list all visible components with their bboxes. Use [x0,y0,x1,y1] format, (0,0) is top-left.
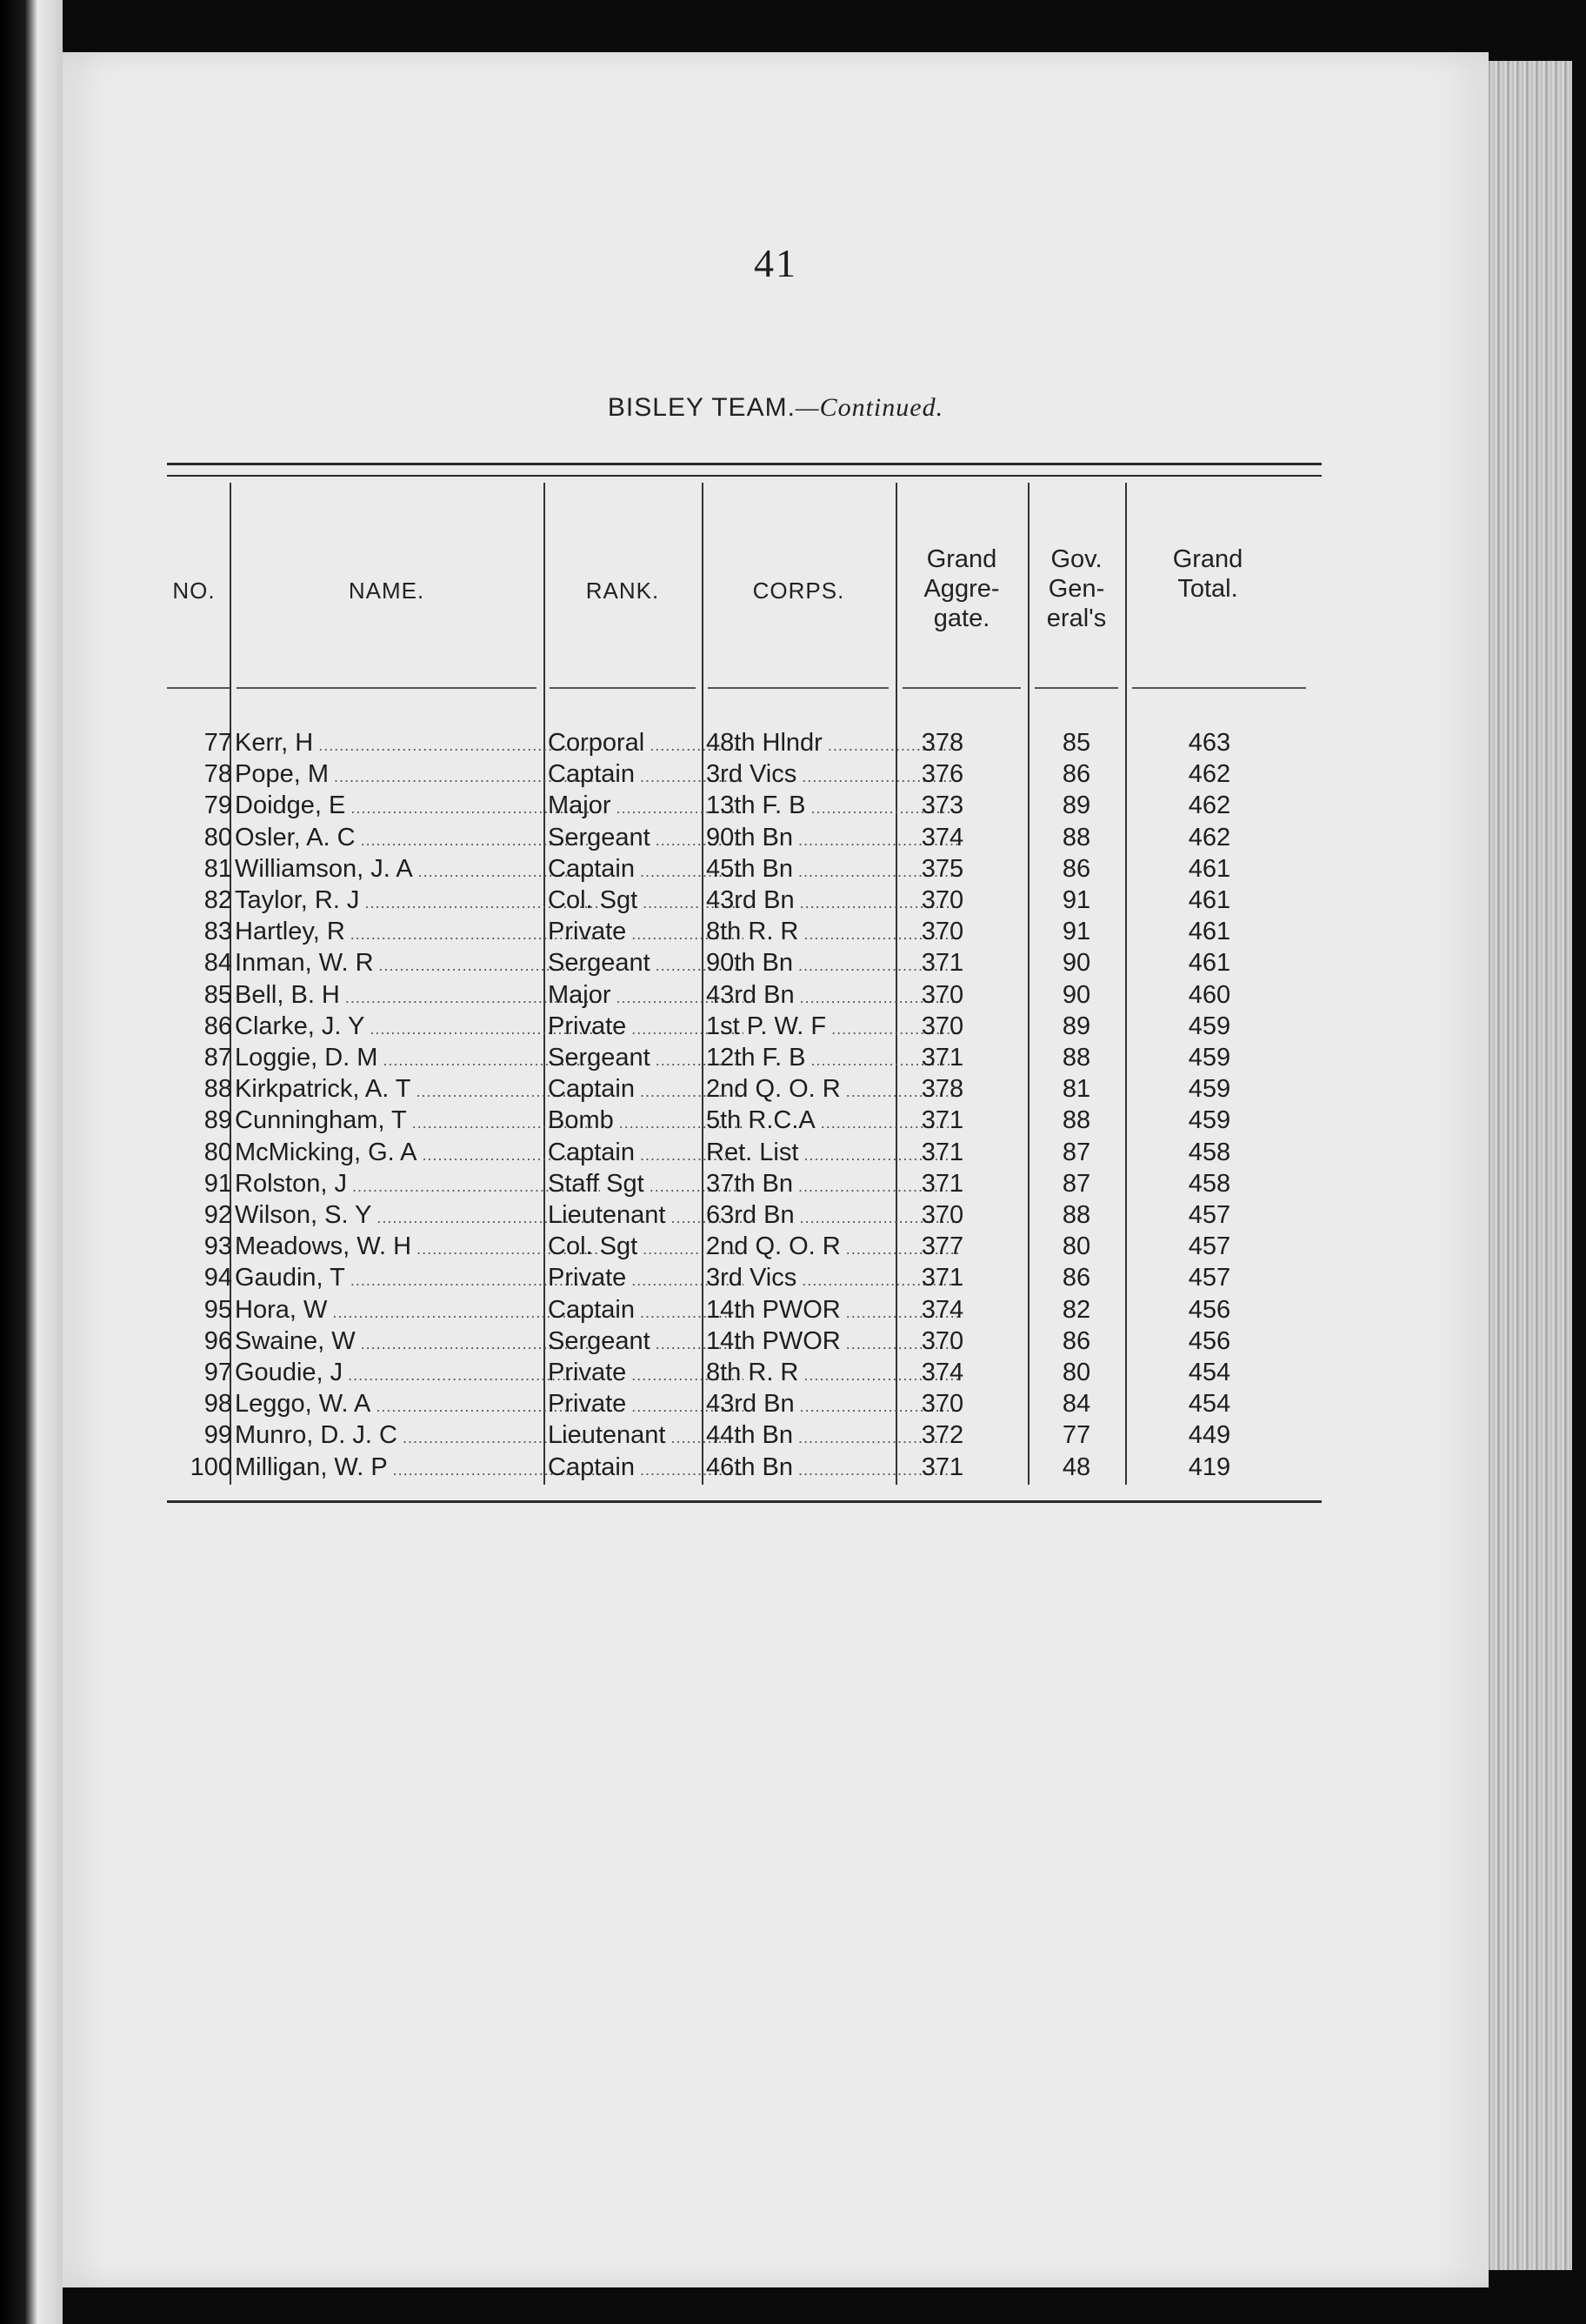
row-grand-total: 459 [1188,1106,1231,1135]
row-gov-generals: 90 [1062,949,1091,978]
row-number: 83 [203,918,232,946]
row-rank: Sergeant ..... [548,1042,743,1076]
header-underline [1035,687,1118,689]
row-gov-generals: 87 [1062,1138,1091,1166]
row-number: 80 [203,1138,232,1166]
table-row [63,790,1489,821]
row-grand-total: 460 [1188,980,1231,1009]
row-corps: 48th Hlndr ..... [706,727,958,761]
row-gov-generals: 86 [1062,760,1091,789]
row-gov-generals: 91 [1062,918,1091,946]
row-name: Cunningham, T ..... [235,1105,600,1139]
row-gov-generals: 89 [1062,791,1091,820]
header-underline [903,687,1021,689]
row-grand-aggregate: 371 [921,1264,964,1292]
row-corps: Ret. List ..... [706,1137,958,1171]
row-corps: 2nd Q. O. R ..... [706,1073,958,1107]
row-grand-total: 461 [1188,886,1231,914]
table-row [63,1168,1489,1199]
row-corps: 43rd Bn ..... [706,979,958,1013]
table-row [63,1137,1489,1168]
row-corps: 3rd Vics ..... [706,758,958,792]
row-number: 100 [190,1452,232,1481]
row-grand-aggregate: 370 [921,980,964,1009]
row-grand-total: 458 [1188,1138,1231,1166]
row-name: Hartley, R ..... [235,916,600,950]
row-grand-aggregate: 377 [921,1232,964,1261]
row-rank: Lieutenant ..... [548,1199,743,1233]
row-gov-generals: 80 [1062,1232,1091,1261]
table-row [63,853,1489,885]
row-corps: 45th Bn ..... [706,853,958,887]
top-rule-thin [167,475,1322,477]
heading-continued: —Continued. [795,393,944,422]
row-rank: Sergeant ..... [548,947,743,981]
header-gov-generals [1028,544,1125,633]
row-grand-aggregate: 371 [921,1169,964,1198]
table-row [63,885,1489,916]
row-grand-aggregate: 372 [921,1421,964,1450]
row-rank: Major ..... [548,979,743,1013]
row-number: 86 [203,1012,232,1040]
row-grand-aggregate: 371 [921,1044,964,1072]
row-number: 93 [203,1232,232,1261]
header-name: NAME. [348,578,425,604]
row-grand-total: 459 [1188,1075,1231,1104]
row-rank: Corporal ..... [548,727,743,761]
row-corps: 90th Bn ..... [706,947,958,981]
row-corps: 90th Bn ..... [706,822,958,856]
row-grand-aggregate: 376 [921,760,964,789]
table-row [63,1452,1489,1483]
row-name: Rolston, J ..... [235,1168,600,1202]
row-gov-generals: 82 [1062,1295,1091,1324]
row-number: 88 [203,1075,232,1104]
row-grand-total: 454 [1188,1390,1231,1419]
header-grand-aggregate [896,544,1028,633]
row-grand-aggregate: 370 [921,918,964,946]
row-gov-generals: 88 [1062,1201,1091,1229]
row-number: 81 [203,854,232,883]
book-spine-left [0,0,63,2324]
row-gov-generals: 88 [1062,1044,1091,1072]
row-rank: Col. Sgt ..... [548,1231,743,1265]
top-rule [167,463,1322,465]
row-number: 84 [203,949,232,978]
row-rank: Lieutenant ..... [548,1419,743,1453]
row-rank: Sergeant ..... [548,1326,743,1359]
row-name: Meadows, W. H ..... [235,1231,600,1265]
row-grand-total: 462 [1188,791,1231,820]
row-number: 99 [203,1421,232,1450]
row-name: Kerr, H ..... [235,727,600,761]
table-row [63,1294,1489,1326]
row-name: Clarke, J. Y ..... [235,1011,600,1045]
row-number: 78 [203,760,232,789]
row-rank: Bomb ..... [548,1105,743,1139]
row-grand-total: 458 [1188,1169,1231,1198]
row-rank: Private ..... [548,1262,743,1296]
row-name: Taylor, R. J ..... [235,885,600,918]
header-underline [1132,687,1306,689]
row-grand-aggregate: 374 [921,1359,964,1386]
row-corps: 13th F. B ..... [706,790,958,824]
row-number: 89 [203,1106,232,1135]
header-line: Gen- [1048,575,1105,603]
table-row [63,1388,1489,1419]
table-row [63,1231,1489,1262]
header-line: Gov. [1050,545,1103,573]
row-corps: 44th Bn ..... [706,1419,958,1453]
row-corps: 8th R. R ..... [706,1357,958,1391]
header-corps: CORPS. [752,578,845,604]
row-rank: Major ..... [548,790,743,824]
table-row [63,916,1489,947]
row-corps: 63rd Bn ..... [706,1199,958,1233]
row-number: 95 [203,1295,232,1324]
row-rank: Captain ..... [548,853,743,887]
row-grand-total: 462 [1188,823,1231,851]
header-line: Aggre- [923,575,1000,603]
table-row [63,1199,1489,1231]
table-row [63,727,1489,758]
row-grand-total: 461 [1188,918,1231,946]
row-rank: Sergeant ..... [548,822,743,856]
row-grand-total: 456 [1188,1326,1231,1355]
bottom-rule [167,1500,1322,1503]
book-page [63,52,1489,2287]
row-grand-aggregate: 370 [921,1326,964,1355]
row-grand-total: 461 [1188,854,1231,883]
table-row [63,1105,1489,1136]
table-row [63,822,1489,853]
row-corps: 43rd Bn ..... [706,885,958,918]
row-gov-generals: 87 [1062,1169,1091,1198]
row-number: 77 [203,729,232,757]
header-line: gate. [933,604,990,632]
table-row [63,758,1489,790]
row-grand-total: 462 [1188,760,1231,789]
row-grand-total: 454 [1188,1359,1231,1386]
header-rank: RANK. [585,578,660,604]
row-grand-total: 457 [1188,1201,1231,1229]
row-grand-aggregate: 371 [921,949,964,978]
row-number: 98 [203,1390,232,1419]
header-grand-total [1125,544,1290,604]
row-rank: Private ..... [548,1357,743,1391]
header-line: eral's [1046,604,1107,632]
row-name: Wilson, S. Y ..... [235,1199,600,1233]
row-rank: Captain ..... [548,1452,743,1486]
row-corps: 37th Bn ..... [706,1168,958,1202]
row-name: Inman, W. R ..... [235,947,600,981]
row-grand-aggregate: 371 [921,1452,964,1481]
row-grand-total: 457 [1188,1232,1231,1261]
row-name: McMicking, G. A ..... [235,1137,600,1171]
row-name: Munro, D. J. C ..... [235,1419,600,1453]
row-grand-total: 456 [1188,1295,1231,1324]
header-line: Grand [1172,545,1243,573]
row-name: Gaudin, T ..... [235,1262,600,1296]
row-corps: 8th R. R ..... [706,916,958,950]
row-grand-aggregate: 371 [921,1106,964,1135]
row-corps: 5th R.C.A ..... [706,1105,958,1139]
table-row [63,1262,1489,1293]
row-gov-generals: 81 [1062,1075,1091,1104]
row-corps: 12th F. B ..... [706,1042,958,1076]
row-number: 96 [203,1326,232,1355]
row-corps: 3rd Vics ..... [706,1262,958,1296]
row-name: Loggie, D. M ..... [235,1042,600,1076]
row-rank: Private ..... [548,1011,743,1045]
row-gov-generals: 48 [1062,1452,1091,1481]
row-gov-generals: 88 [1062,1106,1091,1135]
row-grand-total: 459 [1188,1044,1231,1072]
header-underline [550,687,696,689]
row-corps: 1st P. W. F ..... [706,1011,958,1045]
header-no: NO. [172,578,216,604]
row-rank: Private ..... [548,1388,743,1422]
header-line: Grand [926,545,997,573]
row-grand-aggregate: 371 [921,1138,964,1166]
table-row [63,1357,1489,1388]
table-row [63,947,1489,978]
row-grand-aggregate: 370 [921,1201,964,1229]
row-grand-aggregate: 370 [921,1012,964,1040]
row-name: Swaine, W ..... [235,1326,600,1359]
row-name: Pope, M ..... [235,758,600,792]
header-underline [237,687,536,689]
row-rank: Captain ..... [548,1294,743,1328]
row-name: Doidge, E ..... [235,790,600,824]
row-number: 79 [203,791,232,820]
row-rank: Col. Sgt ..... [548,885,743,918]
row-corps: 2nd Q. O. R ..... [706,1231,958,1265]
table-row [63,1419,1489,1451]
row-grand-aggregate: 374 [921,823,964,851]
row-corps: 14th PWOR ..... [706,1326,958,1359]
row-corps: 43rd Bn ..... [706,1388,958,1422]
row-name: Milligan, W. P ..... [235,1452,600,1486]
row-rank: Captain ..... [548,1073,743,1107]
table-row [63,1326,1489,1357]
row-rank: Private ..... [548,916,743,950]
row-name: Bell, B. H ..... [235,979,600,1013]
row-number: 82 [203,886,232,914]
header-line: Total. [1177,575,1238,603]
row-grand-total: 449 [1188,1421,1231,1450]
page-number: 41 [754,241,797,285]
row-corps: 46th Bn ..... [706,1452,958,1486]
row-rank: Captain ..... [548,758,743,792]
header-underline [167,687,230,689]
row-gov-generals: 84 [1062,1390,1091,1419]
row-grand-aggregate: 375 [921,854,964,883]
row-rank: Staff Sgt ..... [548,1168,743,1202]
heading-title: BISLEY TEAM. [607,393,796,422]
row-grand-total: 419 [1188,1452,1231,1481]
row-corps: 14th PWOR ..... [706,1294,958,1328]
row-number: 92 [203,1201,232,1229]
row-gov-generals: 88 [1062,823,1091,851]
row-grand-total: 457 [1188,1264,1231,1292]
row-rank: Captain ..... [548,1137,743,1171]
row-number: 97 [203,1359,232,1386]
table-row [63,1011,1489,1042]
table-row [63,1073,1489,1105]
row-grand-total: 459 [1188,1012,1231,1040]
row-number: 85 [203,980,232,1009]
row-grand-total: 461 [1188,949,1231,978]
row-name: Kirkpatrick, A. T ..... [235,1073,600,1107]
header-underline [708,687,889,689]
table-row [63,1042,1489,1073]
row-number: 87 [203,1044,232,1072]
section-heading [63,393,1489,423]
row-name: Williamson, J. A ..... [235,853,600,887]
row-gov-generals: 91 [1062,886,1091,914]
row-grand-aggregate: 373 [921,791,964,820]
row-gov-generals: 86 [1062,854,1091,883]
row-grand-aggregate: 374 [921,1295,964,1324]
row-gov-generals: 90 [1062,980,1091,1009]
row-gov-generals: 86 [1062,1326,1091,1355]
table-row [63,979,1489,1011]
row-gov-generals: 80 [1062,1359,1091,1386]
row-gov-generals: 85 [1062,729,1091,757]
row-name: Osler, A. C ..... [235,822,600,856]
row-name: Goudie, J ..... [235,1357,600,1391]
row-number: 80 [203,823,232,851]
row-grand-aggregate: 378 [921,1075,964,1104]
row-grand-aggregate: 378 [921,729,964,757]
row-grand-aggregate: 370 [921,886,964,914]
row-grand-aggregate: 370 [921,1390,964,1419]
row-gov-generals: 86 [1062,1264,1091,1292]
row-number: 91 [203,1169,232,1198]
row-name: Leggo, W. A ..... [235,1388,600,1422]
row-gov-generals: 77 [1062,1421,1091,1450]
row-name: Hora, W ..... [235,1294,600,1328]
row-number: 94 [203,1264,232,1292]
row-gov-generals: 89 [1062,1012,1091,1040]
row-grand-total: 463 [1188,729,1231,757]
